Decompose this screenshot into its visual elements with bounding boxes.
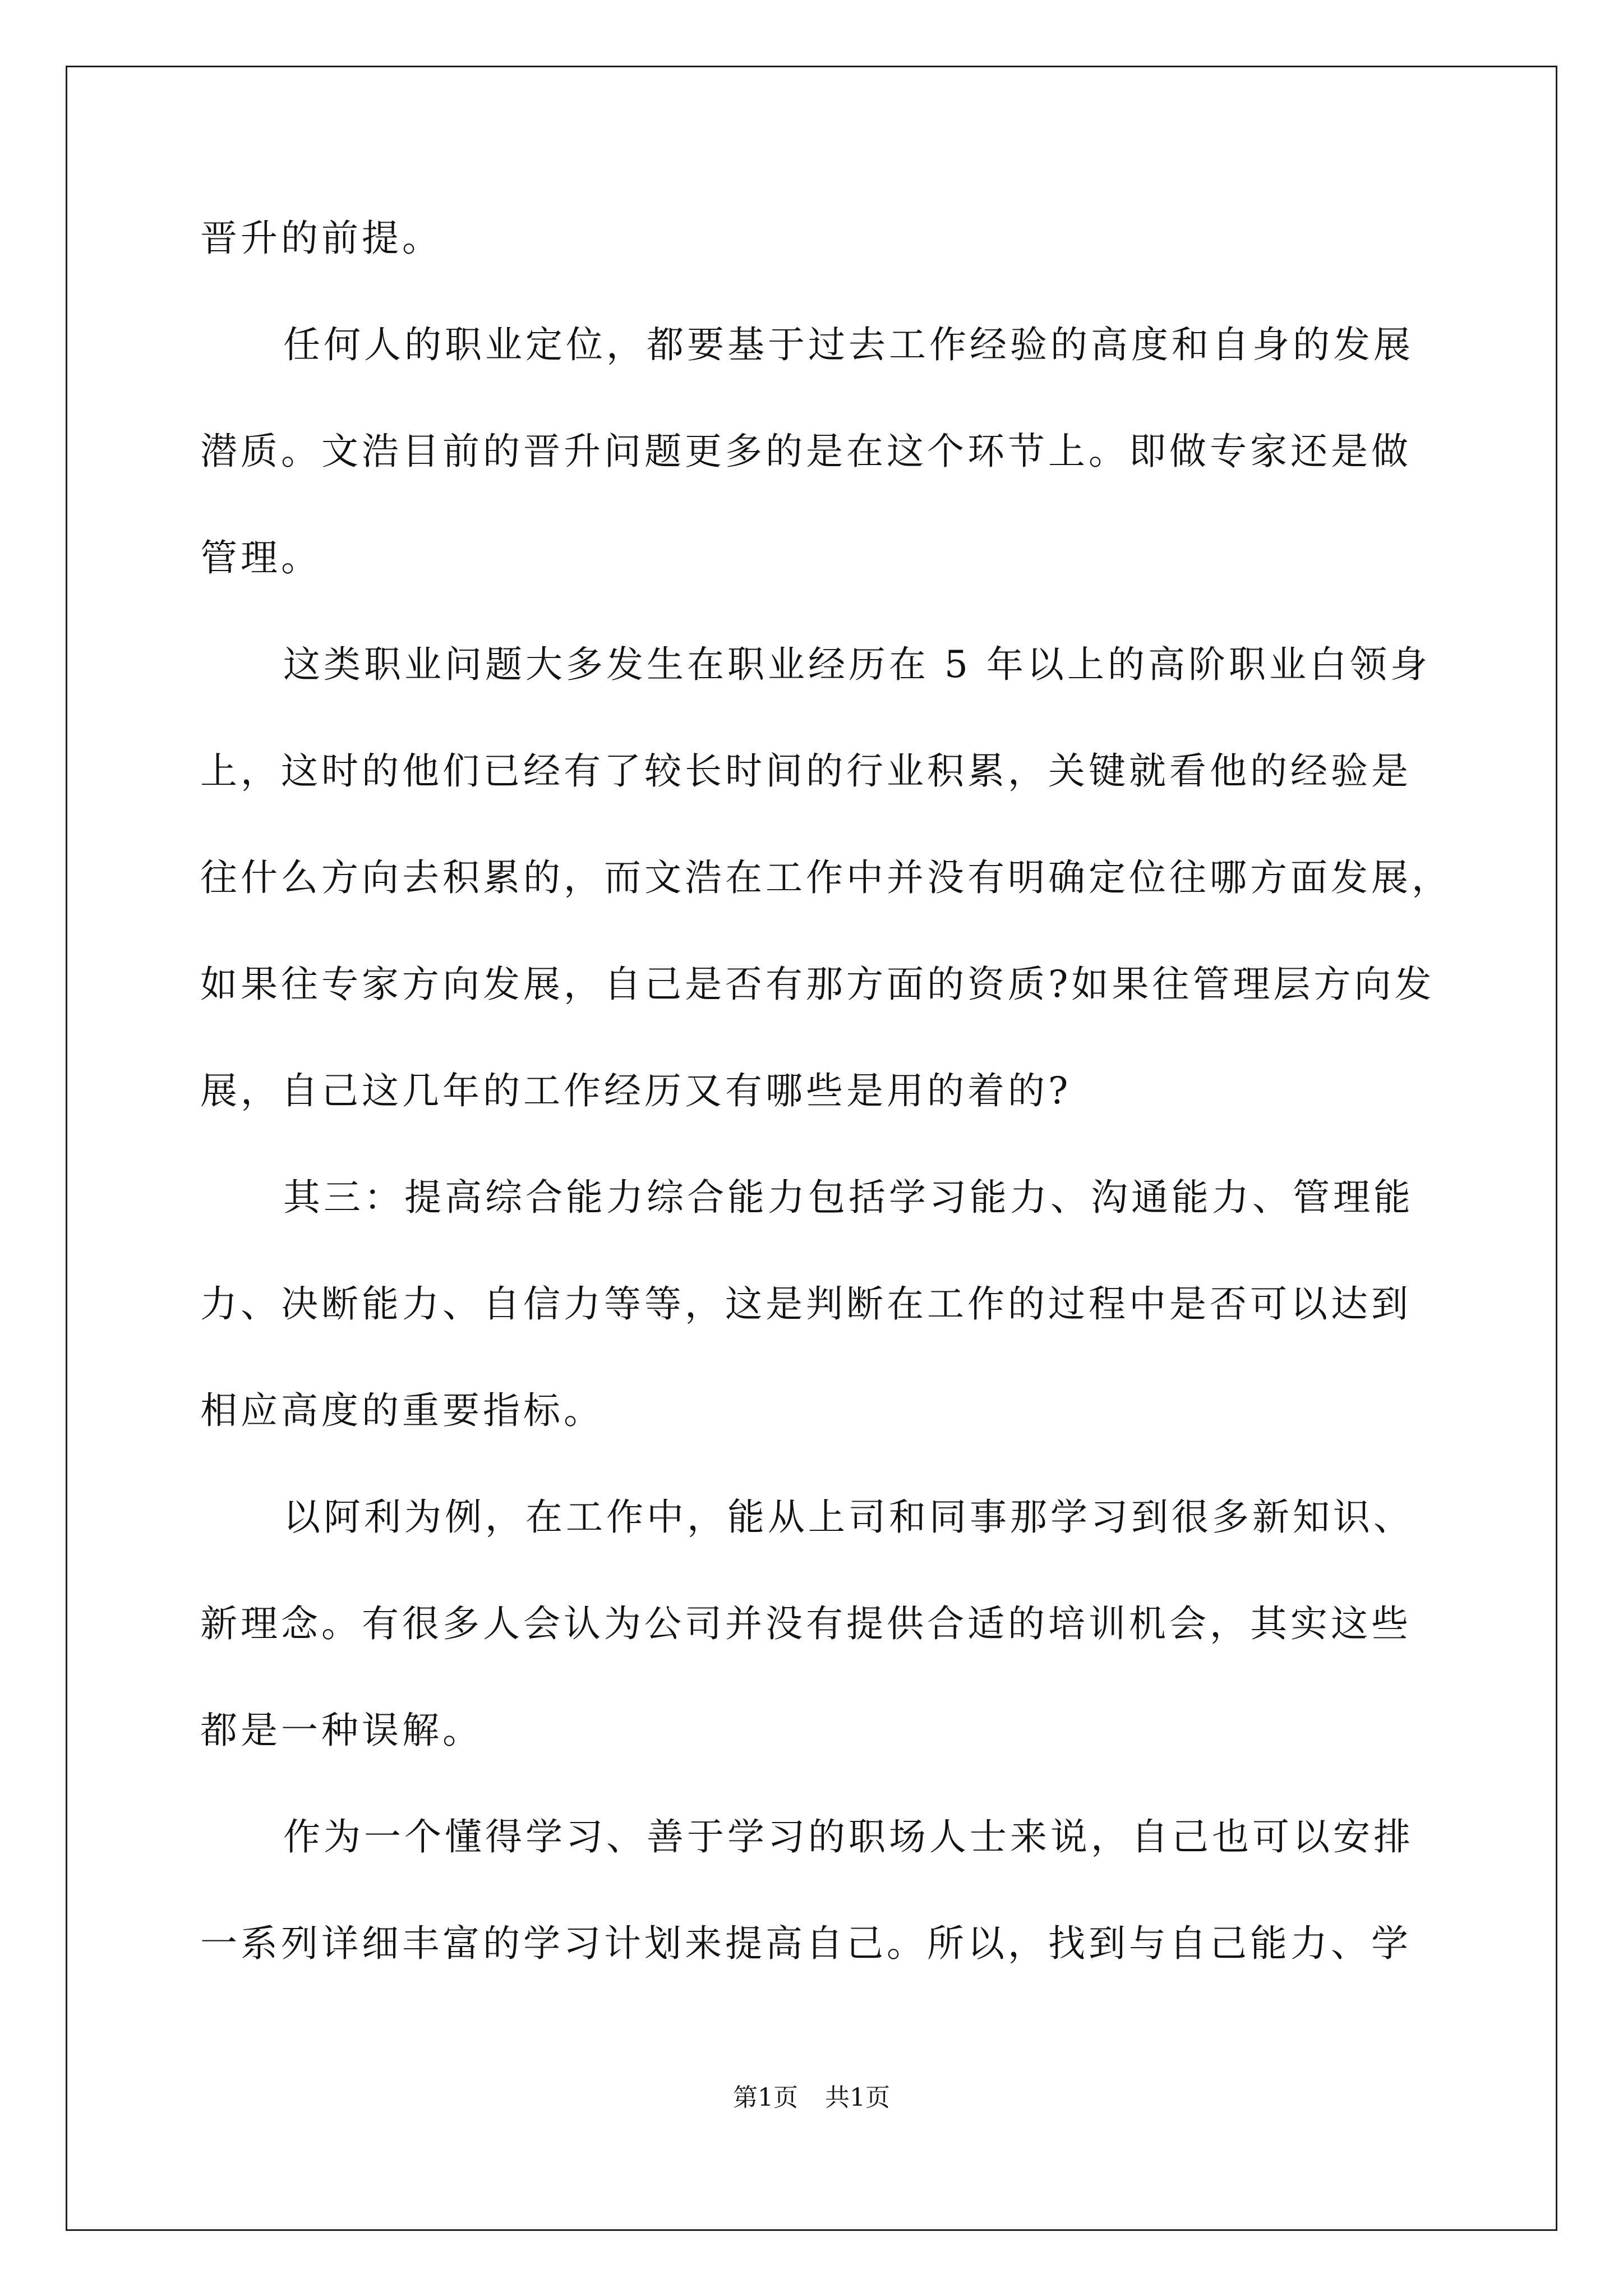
document-body: [200, 185, 1452, 1997]
text-line: 其三：提高综合能力综合能力包括学习能力、沟通能力、管理能: [283, 1176, 1414, 1219]
text-line: 都是一种误解。: [200, 1709, 483, 1752]
text-line: 以阿利为例，在工作中，能从上司和同事那学习到很多新知识、: [283, 1496, 1414, 1539]
page-number-total: 共1页: [825, 2083, 890, 2112]
text-line: 力、决断能力、自信力等等，这是判断在工作的过程中是否可以达到: [200, 1282, 1412, 1326]
text-line: 往什么方向去积累的，而文浩在工作中并没有明确定位往哪方面发展，: [200, 856, 1452, 899]
text-line: 作为一个懂得学习、善于学习的职场人士来说，自己也可以安排: [283, 1815, 1414, 1858]
text-line: 相应高度的重要指标。: [200, 1389, 604, 1432]
text-line: 管理。: [200, 536, 321, 579]
text-line: 晋升的前提。: [200, 217, 442, 260]
page-number-current: 第1页: [733, 2083, 798, 2112]
text-line: 新理念。有很多人会认为公司并没有提供合适的培训机会，其实这些: [200, 1602, 1412, 1645]
page-footer: [0, 2081, 1623, 2115]
text-line: 一系列详细丰富的学习计划来提高自己。所以，找到与自己能力、学: [200, 1922, 1412, 1965]
text-line: 如果往专家方向发展，自己是否有那方面的资质?如果往管理层方向发: [200, 963, 1435, 1006]
text-line: 展，自己这几年的工作经历又有哪些是用的着的?: [200, 1069, 1072, 1112]
text-line: 上，这时的他们已经有了较长时间的行业积累，关键就看他的经验是: [200, 749, 1412, 793]
text-line: 任何人的职业定位，都要基于过去工作经验的高度和自身的发展: [283, 323, 1414, 366]
text-line: 这类职业问题大多发生在职业经历在 5 年以上的高阶职业白领身: [283, 643, 1431, 686]
text-line: 潜质。文浩目前的晋升问题更多的是在这个环节上。即做专家还是做: [200, 430, 1412, 473]
